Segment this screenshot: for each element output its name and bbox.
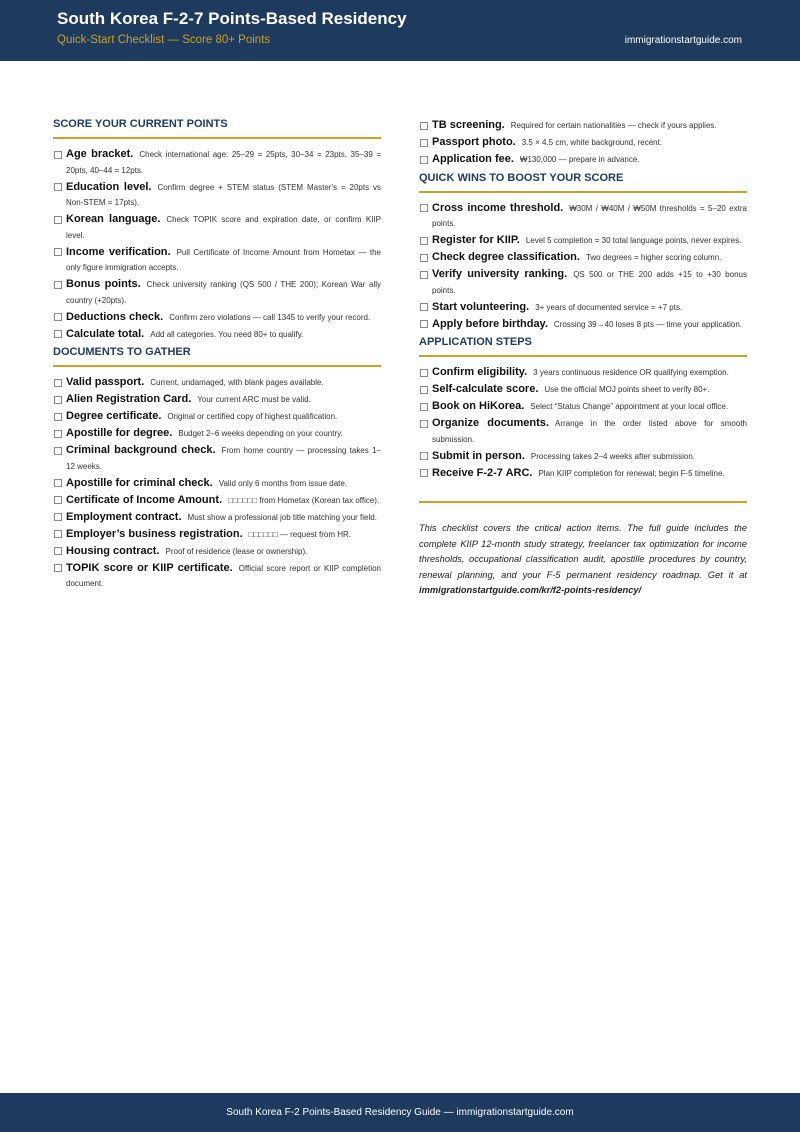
item-label: Apostille for degree. bbox=[66, 427, 173, 439]
checkbox-icon[interactable] bbox=[54, 248, 62, 256]
item-label: Housing contract. bbox=[66, 544, 160, 557]
checkbox-icon[interactable] bbox=[54, 216, 62, 224]
item-description: ₩30M / ₩40M / ₩50M thresholds = 5–20 extra points. bbox=[432, 203, 747, 228]
item-label: Calculate total. bbox=[66, 327, 145, 340]
checkbox-icon[interactable] bbox=[54, 479, 62, 487]
right-sections bbox=[419, 172, 747, 482]
checklist-item-start-volunteering bbox=[419, 300, 747, 316]
item-label: Application fee. bbox=[432, 153, 514, 165]
checkbox-icon[interactable] bbox=[420, 386, 428, 394]
checklist-item-valid-passport bbox=[53, 375, 381, 391]
header-site-link[interactable]: immigrationstartguide.com bbox=[624, 35, 742, 46]
item-label: Start volunteering. bbox=[432, 300, 530, 313]
item-description: □□□□□□ — request from HR. bbox=[248, 529, 352, 539]
divider bbox=[419, 501, 747, 503]
item-label: Self-calculate score. bbox=[432, 383, 539, 395]
checklist-item-book-on-hikorea bbox=[419, 399, 747, 415]
right-column bbox=[419, 118, 747, 599]
checklist-item-passport-photo bbox=[419, 135, 747, 151]
section-heading: APPLICATION STEPS bbox=[419, 336, 747, 357]
item-label: Alien Registration Card. bbox=[66, 393, 192, 405]
checklist-item-cross-income-threshold bbox=[419, 201, 747, 232]
checklist-item-criminal-background-check bbox=[53, 443, 381, 474]
item-label: Education level. bbox=[66, 180, 152, 193]
guide-link[interactable]: immigrationstartguide.com/kr/f2-points-residency/ bbox=[419, 585, 642, 595]
section-heading: SCORE YOUR CURRENT POINTS bbox=[53, 118, 381, 139]
left-column bbox=[53, 118, 381, 593]
checklist-item-age-bracket bbox=[53, 147, 381, 178]
footer-text: South Korea F-2 Points-Based Residency Guide — immigrationstartguide.com bbox=[226, 1107, 574, 1118]
item-description: Your current ARC must be valid. bbox=[197, 395, 311, 404]
page-header bbox=[0, 0, 800, 61]
checkbox-icon[interactable] bbox=[420, 420, 428, 428]
item-label: TOPIK score or KIIP certificate. bbox=[66, 561, 233, 574]
page-footer bbox=[0, 1093, 800, 1132]
checkbox-icon[interactable] bbox=[420, 237, 428, 245]
item-label: Receive F-2-7 ARC. bbox=[432, 466, 533, 479]
item-label: Submit in person. bbox=[432, 449, 525, 462]
item-description: Plan KIIP completion for renewal; begin F-5 timeline. bbox=[538, 468, 725, 478]
item-description: Must show a professional job title matching your field. bbox=[187, 512, 377, 522]
checklist-item-apostille-for-degree bbox=[53, 426, 381, 442]
checklist-item-receive-f-2-7-arc bbox=[419, 466, 747, 482]
item-description: Arrange in the order listed above for smooth submission. bbox=[432, 419, 747, 444]
item-description: Check international age: 25–29 = 25pts, 30–34 = 23pts, 35–39 = 20pts, 40–44 = 12pts. bbox=[66, 150, 381, 175]
item-label: Confirm eligibility. bbox=[432, 366, 528, 378]
checkbox-icon[interactable] bbox=[54, 530, 62, 538]
item-label: Certificate of Income Amount. bbox=[66, 493, 223, 506]
item-description: Current, undamaged, with blank pages available. bbox=[150, 378, 324, 387]
checklist-item-employment-contract bbox=[53, 510, 381, 526]
checklist-item-verify-university-ranking bbox=[419, 267, 747, 298]
item-description: Confirm zero violations — call 1345 to verify your record. bbox=[169, 312, 371, 322]
item-description: Use the official MOJ points sheet to verify 80+. bbox=[544, 385, 710, 394]
checklist-item-tb-screening bbox=[419, 118, 747, 134]
item-label: Apply before birthday. bbox=[432, 317, 548, 330]
item-label: Bonus points. bbox=[66, 278, 141, 290]
checkbox-icon[interactable] bbox=[54, 564, 62, 572]
item-description: Official score report or KIIP completion document. bbox=[66, 563, 381, 588]
item-description: ₩130,000 — prepare in advance. bbox=[519, 155, 640, 164]
item-description: Budget 2–6 weeks depending on your country. bbox=[178, 429, 343, 438]
item-label: Valid passport. bbox=[66, 376, 145, 388]
section-heading: QUICK WINS TO BOOST YOUR SCORE bbox=[419, 172, 747, 193]
item-label: Income verification. bbox=[66, 245, 171, 258]
item-description: Original or certified copy of highest qualification. bbox=[167, 412, 338, 421]
checklist bbox=[53, 147, 381, 342]
checkbox-icon[interactable] bbox=[54, 447, 62, 455]
item-label: Employment contract. bbox=[66, 510, 182, 523]
checklist-item-organize-documents bbox=[419, 416, 747, 447]
checkbox-icon[interactable] bbox=[54, 330, 62, 338]
checkbox-icon[interactable] bbox=[420, 469, 428, 477]
item-label: Organize documents. bbox=[432, 417, 549, 429]
checkbox-icon[interactable] bbox=[420, 303, 428, 311]
item-description: Two degrees = higher scoring column. bbox=[585, 253, 722, 262]
checklist bbox=[419, 365, 747, 481]
checklist-item-bonus-points bbox=[53, 277, 381, 308]
checklist-item-confirm-eligibility bbox=[419, 365, 747, 381]
item-description: Valid only 6 months from issue date. bbox=[218, 478, 348, 488]
checklist-item-topik-score-or-kiip-certificate bbox=[53, 561, 381, 592]
item-description: Select “Status Change” appointment at your local office. bbox=[530, 402, 729, 411]
checkbox-icon[interactable] bbox=[54, 281, 62, 289]
checkbox-icon[interactable] bbox=[420, 403, 428, 411]
item-label: Korean language. bbox=[66, 213, 161, 225]
item-label: Age bracket. bbox=[66, 148, 134, 160]
item-label: Criminal background check. bbox=[66, 444, 216, 456]
checklist-item-deductions-check bbox=[53, 310, 381, 326]
item-label: Passport photo. bbox=[432, 136, 516, 148]
checkbox-icon[interactable] bbox=[420, 369, 428, 377]
checklist-item-check-degree-classification bbox=[419, 250, 747, 266]
page-subtitle: Quick-Start Checklist — Score 80+ Points bbox=[57, 34, 271, 46]
item-label: Degree certificate. bbox=[66, 410, 162, 422]
checklist-item-degree-certificate bbox=[53, 409, 381, 425]
checklist-item-apostille-for-criminal-check bbox=[53, 476, 381, 492]
item-description: Add all categories. You need 80+ to qualify. bbox=[150, 329, 304, 339]
checklist-item-calculate-total bbox=[53, 327, 381, 343]
checkbox-icon[interactable] bbox=[54, 379, 62, 387]
section-heading: DOCUMENTS TO GATHER bbox=[53, 346, 381, 367]
item-description: Confirm degree + STEM status (STEM Master's = 20pts vs Non-STEM = 17pts). bbox=[66, 182, 382, 207]
item-description: □□□□□□ from Hometax (Korean tax office). bbox=[228, 495, 380, 505]
item-description: 3+ years of documented service = +7 pts. bbox=[535, 302, 683, 312]
item-label: Deductions check. bbox=[66, 310, 164, 323]
intro-checklist bbox=[419, 118, 747, 168]
guide-note bbox=[419, 521, 747, 599]
checkbox-icon[interactable] bbox=[420, 254, 428, 262]
checklist bbox=[419, 201, 747, 333]
checkbox-icon[interactable] bbox=[420, 452, 428, 460]
checkbox-icon[interactable] bbox=[420, 320, 428, 328]
item-description: 3.5 × 4.5 cm, white background, recent. bbox=[521, 138, 663, 147]
item-description: Crossing 39→40 loses 8 pts — time your application. bbox=[553, 319, 743, 329]
item-description: From home country — processing takes 1–12 weeks. bbox=[66, 446, 381, 471]
item-label: Check degree classification. bbox=[432, 251, 580, 263]
checklist-item-income-verification bbox=[53, 245, 381, 276]
checkbox-icon[interactable] bbox=[54, 313, 62, 321]
item-description: QS 500 or THE 200 adds +15 to +30 bonus points. bbox=[432, 270, 747, 295]
checkbox-icon[interactable] bbox=[54, 513, 62, 521]
checkbox-icon[interactable] bbox=[420, 204, 428, 212]
checkbox-icon[interactable] bbox=[54, 496, 62, 504]
item-description: Level 5 completion = 30 total language points, never expires. bbox=[525, 236, 742, 245]
checkbox-icon[interactable] bbox=[420, 271, 428, 279]
checklist-item-employer-s-business-registration bbox=[53, 527, 381, 543]
checkbox-icon[interactable] bbox=[54, 396, 62, 404]
item-label: Apostille for criminal check. bbox=[66, 476, 213, 489]
item-label: Cross income threshold. bbox=[432, 201, 564, 214]
item-label: Register for KIIP. bbox=[432, 234, 520, 246]
checkbox-icon[interactable] bbox=[420, 122, 428, 130]
item-label: Book on HiKorea. bbox=[432, 400, 525, 412]
checkbox-icon[interactable] bbox=[420, 156, 428, 164]
checklist-item-register-for-kiip bbox=[419, 233, 747, 249]
item-description: Check university ranking (QS 500 / THE 200); Korean War ally country (+20pts). bbox=[66, 280, 382, 305]
item-label: Employer’s business registration. bbox=[66, 527, 243, 540]
checklist bbox=[53, 375, 381, 592]
checklist-item-korean-language bbox=[53, 212, 381, 243]
checklist-item-certificate-of-income-amount bbox=[53, 493, 381, 509]
checkbox-icon[interactable] bbox=[420, 139, 428, 147]
checkbox-icon[interactable] bbox=[54, 183, 62, 191]
checkbox-icon[interactable] bbox=[54, 151, 62, 159]
item-description: 3 years continuous residence OR qualifying exemption. bbox=[533, 368, 729, 377]
item-description: Check TOPIK score and expiration date, or confirm KIIP level. bbox=[66, 215, 381, 240]
guide-note-text: This checklist covers the critical action items. The full guide includes the complete KIIP 12-month study strategy, freelancer tax optimization for income thresholds, occupational classification audit, apostille procedures by country, renewal planning, and your F-5 permanent residency roadmap. Get it at bbox=[419, 523, 747, 580]
checklist-item-application-fee bbox=[419, 152, 747, 168]
checkbox-icon[interactable] bbox=[54, 547, 62, 555]
item-description: Required for certain nationalities — check if yours applies. bbox=[510, 121, 717, 130]
checklist-item-housing-contract bbox=[53, 544, 381, 560]
item-description: Proof of residence (lease or ownership). bbox=[165, 546, 308, 556]
checkbox-icon[interactable] bbox=[54, 430, 62, 438]
checklist-item-apply-before-birthday bbox=[419, 317, 747, 333]
checklist-item-self-calculate-score bbox=[419, 382, 747, 398]
checkbox-icon[interactable] bbox=[54, 413, 62, 421]
item-label: Verify university ranking. bbox=[432, 268, 568, 280]
checklist-item-submit-in-person bbox=[419, 449, 747, 465]
item-description: Pull Certificate of Income Amount from Hometax — the only figure immigration accepts. bbox=[66, 247, 381, 272]
page-title: South Korea F-2-7 Points-Based Residency bbox=[57, 9, 407, 28]
checklist-item-education-level bbox=[53, 180, 381, 211]
item-description: Processing takes 2–4 weeks after submission. bbox=[530, 451, 695, 461]
checklist-item-alien-registration-card bbox=[53, 392, 381, 408]
item-label: TB screening. bbox=[432, 119, 505, 131]
